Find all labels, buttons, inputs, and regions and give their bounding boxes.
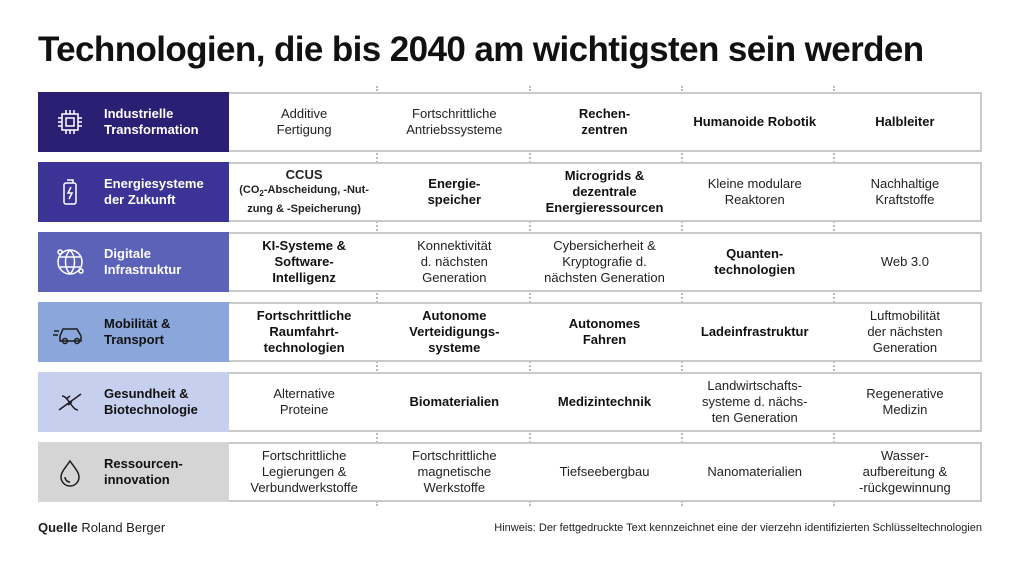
table-cell: Cybersicherheit & Kryptografie d. nächsten Generation	[544, 238, 665, 285]
category-label: Energiesysteme der Zukunft	[104, 176, 204, 207]
category-label: Digitale Infrastruktur	[104, 246, 182, 277]
table-row	[38, 162, 982, 222]
table-cell: Fortschrittliche Raumfahrt- technologien	[256, 308, 352, 355]
globe-network-icon	[52, 244, 88, 280]
table-cell: Web 3.0	[880, 254, 929, 269]
footnote: Hinweis: Der fettgedruckte Text kennzeichnet eine der vierzehn identifizierten Schlüsseltechnologien	[494, 522, 982, 534]
table-row	[38, 372, 982, 432]
battery-icon	[52, 174, 88, 210]
category-label: Ressourcen- innovation	[104, 456, 183, 487]
ccus-detail: ($CO_2$-Abscheidung, -Nut- zung & -Speicherung)	[239, 184, 369, 215]
table-cell: Ladeinfrastruktur	[700, 324, 809, 339]
table-row	[38, 442, 982, 502]
table-cell: Microgrids & dezentrale Energieressourcen	[545, 168, 664, 215]
row-cells	[229, 372, 982, 432]
table-cell: Energie- speicher	[427, 176, 482, 207]
row-cells	[229, 442, 982, 502]
category-ressourceninnovation	[38, 442, 229, 502]
table-cell: Autonomes Fahren	[568, 316, 641, 347]
table-cell: Halbleiter	[875, 114, 935, 129]
source-label: Quelle	[38, 520, 78, 535]
chip-icon	[52, 104, 88, 140]
table-cell: Kleine modulare Reaktoren	[707, 176, 802, 207]
table-cell: Landwirtschafts- systeme d. nächs- ten Generation	[701, 378, 808, 425]
table-cell-ccus	[229, 164, 379, 220]
table-cell: Additive Fertigung	[276, 106, 332, 137]
table-cell: KI-Systeme & Software- Intelligenz	[262, 238, 346, 285]
table-cell: Alternative Proteine	[273, 386, 335, 417]
ccus-title: CCUS	[285, 167, 323, 183]
car-icon	[52, 314, 88, 350]
table-cell: Humanoide Robotik	[693, 114, 817, 129]
table-row	[38, 302, 982, 362]
row-cells	[229, 232, 982, 292]
table-cell: Quanten- technologien	[714, 246, 796, 277]
table-cell: Nanomaterialien	[707, 464, 803, 479]
table-cell: Medizintechnik	[557, 394, 652, 409]
table-row	[38, 232, 982, 292]
source-value: Roland Berger	[81, 520, 166, 535]
table-cell: Fortschrittliche magnetische Werkstoffe	[412, 448, 497, 495]
category-mobilitaet	[38, 302, 229, 362]
table-cell: Nachhaltige Kraftstoffe	[870, 176, 940, 207]
table-cell: Wasser- aufbereitung & -rückgewinnung	[859, 448, 951, 495]
table-cell: Konnektivität d. nächsten Generation	[417, 238, 492, 285]
row-cells	[229, 92, 982, 152]
page-title: Technologien, die bis 2040 am wichtigsten sein werden	[38, 30, 924, 69]
category-gesundheit	[38, 372, 229, 432]
table-row	[38, 92, 982, 152]
table-cell: Autonome Verteidigungs- systeme	[409, 308, 500, 355]
table-cell: Fortschrittliche Antriebssysteme	[406, 106, 503, 137]
table-cell: Fortschrittliche Legierungen & Verbundwerkstoffe	[250, 448, 358, 495]
category-energiesysteme	[38, 162, 229, 222]
table-cell: Biomaterialien	[409, 394, 500, 409]
category-digitale-infrastruktur	[38, 232, 229, 292]
dna-icon	[52, 384, 88, 420]
category-industrielle-transformation	[38, 92, 229, 152]
table-cell: Regenerative Medizin	[866, 386, 944, 417]
table-cell: Tiefseebergbau	[559, 464, 650, 479]
row-cells	[229, 302, 982, 362]
table-cell: Rechen- zentren	[578, 106, 631, 137]
source-line	[38, 520, 165, 535]
table-cell: Luftmobilität der nächsten Generation	[867, 308, 943, 355]
category-label: Mobilität & Transport	[104, 316, 171, 347]
drop-icon	[52, 454, 88, 490]
row-cells	[229, 162, 982, 222]
category-label: Gesundheit & Biotechnologie	[104, 386, 198, 417]
category-label: Industrielle Transformation	[104, 106, 199, 137]
